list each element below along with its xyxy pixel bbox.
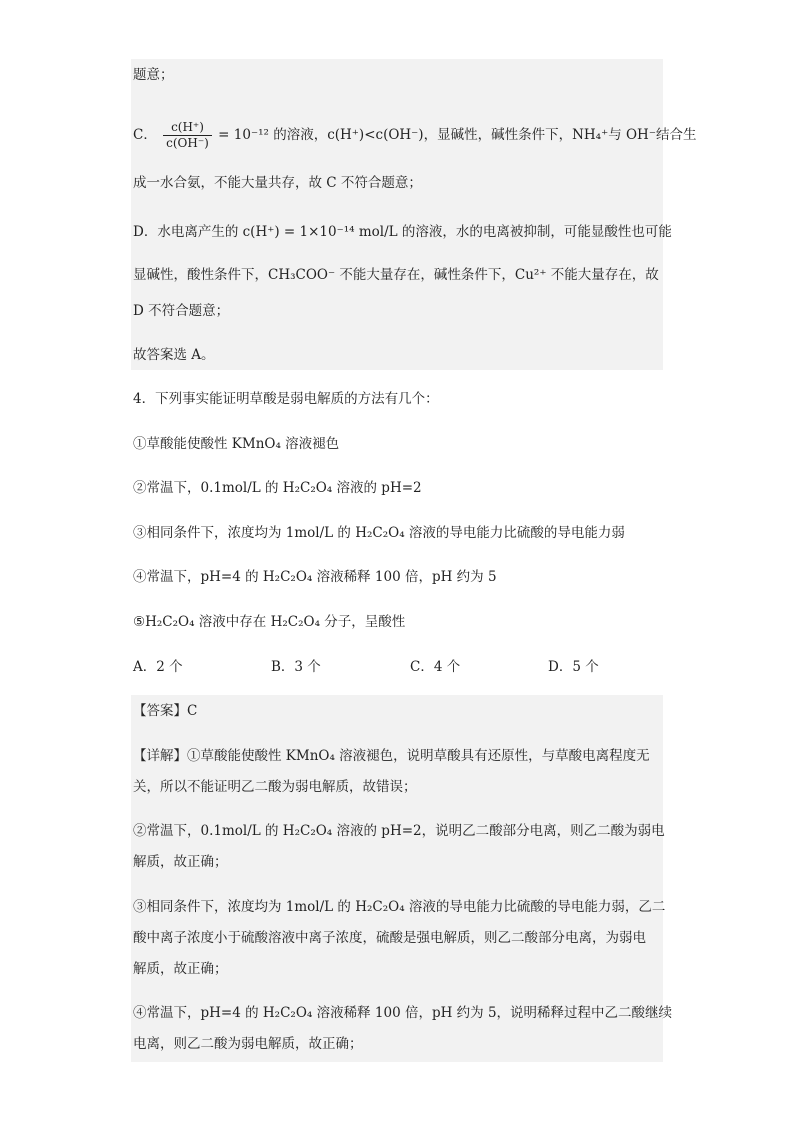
option-c: C．4 个 xyxy=(410,659,461,675)
prev-option-c-line1 xyxy=(133,118,696,152)
prev-conclusion: 故答案选 A。 xyxy=(133,347,215,363)
question-stem: 4．下列事实能证明草酸是弱电解质的方法有几个： xyxy=(133,391,439,407)
detail-line: 解质，故正确； xyxy=(133,961,228,977)
option-d: D．5 个 xyxy=(548,659,599,675)
prev-option-d-line1: D．水电离产生的 c(H⁺) = 1×10⁻¹⁴ mol/L 的溶液，水的电离被抑制，可能显酸性也可能 xyxy=(133,224,672,240)
detail-line: 解质，故正确； xyxy=(133,854,228,870)
question-item: ③相同条件下，浓度均为 1mol/L 的 H₂C₂O₄ 溶液的导电能力比硫酸的导电能力弱 xyxy=(133,525,625,541)
detail-line: ③相同条件下，浓度均为 1mol/L 的 H₂C₂O₄ 溶液的导电能力比硫酸的导电能力弱，乙二 xyxy=(133,899,666,915)
detail-line: ②常温下，0.1mol/L 的 H₂C₂O₄ 溶液的 pH=2，说明乙二酸部分电离，则乙二酸为弱电 xyxy=(133,823,665,839)
detail-line: 【详解】①草酸能使酸性 KMnO₄ 溶液褪色，说明草酸具有还原性，与草酸电离程度无 xyxy=(133,748,650,764)
prev-explanation-shade xyxy=(131,59,663,370)
prev-option-c-line2: 成一水合氨，不能大量共存，故 C 不符合题意； xyxy=(133,175,422,191)
question-item: ④常温下，pH=4 的 H₂C₂O₄ 溶液稀释 100 倍，pH 约为 5 xyxy=(133,569,497,585)
question-item: ①草酸能使酸性 KMnO₄ 溶液褪色 xyxy=(133,436,340,452)
answer-line: 【答案】C xyxy=(133,703,198,719)
question-item: ⑤H₂C₂O₄ 溶液中存在 H₂C₂O₄ 分子，呈酸性 xyxy=(133,614,406,630)
option-b: B．3 个 xyxy=(271,659,321,675)
fraction-denominator: c(OH⁻) xyxy=(166,136,209,150)
hplus-ohminus-fraction xyxy=(163,120,212,151)
option-c-label: C． xyxy=(133,127,157,143)
detail-line: 电离，则乙二酸为弱电解质，故正确； xyxy=(133,1036,363,1052)
option-c-text: 的溶液，c(H⁺)<c(OH⁻)，显碱性，碱性条件下，NH₄⁺与 OH⁻结合生 xyxy=(273,127,697,143)
prev-option-d-line3: D 不符合题意； xyxy=(133,303,230,319)
question-item: ②常温下，0.1mol/L 的 H₂C₂O₄ 溶液的 pH=2 xyxy=(133,480,422,496)
fraction-numerator: c(H⁺) xyxy=(163,120,212,136)
fraction-equals: = 10⁻¹² xyxy=(218,127,269,143)
option-a: A．2 个 xyxy=(133,659,183,675)
prev-c-tail: 题意； xyxy=(133,67,174,83)
detail-line: 关，所以不能证明乙二酸为弱电解质，故错误； xyxy=(133,779,417,795)
detail-line: 酸中离子浓度小于硫酸溶液中离子浓度，硫酸是强电解质，则乙二酸部分电离，为弱电 xyxy=(133,930,646,946)
detail-line: ④常温下，pH=4 的 H₂C₂O₄ 溶液稀释 100 倍，pH 约为 5，说明稀释过程中乙二酸继续 xyxy=(133,1005,673,1021)
prev-option-d-line2: 显碱性，酸性条件下，CH₃COO⁻ 不能大量存在，碱性条件下，Cu²⁺ 不能大量存在，故 xyxy=(133,267,659,283)
